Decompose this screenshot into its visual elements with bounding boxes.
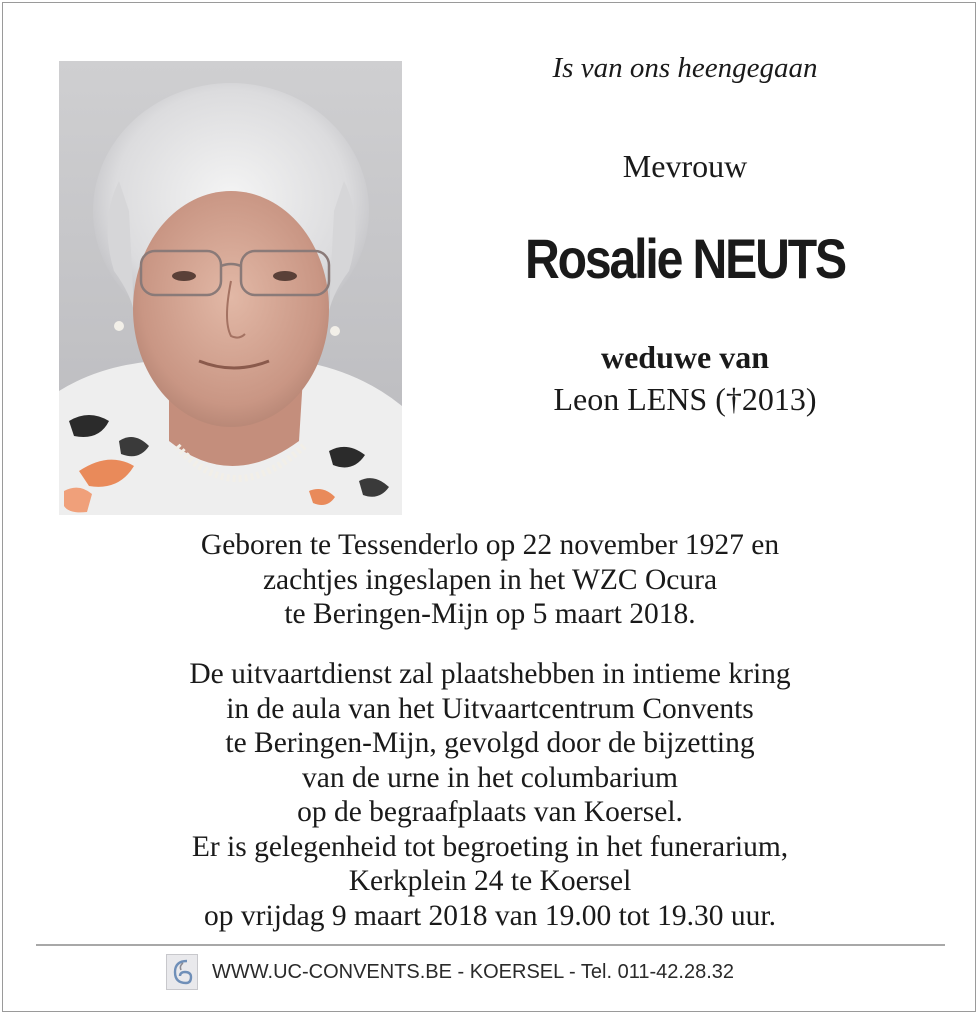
funeral-line: op de begraafplaats van Koersel. bbox=[297, 796, 683, 828]
widow-block bbox=[420, 336, 950, 420]
footer-contact: WWW.UC-CONVENTS.BE - KOERSEL - Tel. 011-42.28.32 bbox=[212, 960, 734, 983]
funeral-line: van de urne in het columbarium bbox=[301, 761, 678, 794]
funeral-line: op vrijdag 9 maart 2018 van 19.00 tot 19.30 uur. bbox=[204, 899, 776, 932]
funeral-paragraph bbox=[40, 657, 940, 933]
funeral-home-logo-icon bbox=[166, 954, 198, 990]
funeral-line: De uitvaartdienst zal plaatshebben in intieme kring bbox=[189, 658, 791, 690]
funeral-line: in de aula van het Uitvaartcentrum Convents bbox=[226, 692, 754, 725]
intro-text: Is van ons heengegaan bbox=[552, 52, 818, 84]
birth-paragraph bbox=[40, 528, 940, 632]
birth-line: te Beringen-Mijn op 5 maart 2018. bbox=[284, 598, 696, 630]
honorific-title: Mevrouw bbox=[622, 148, 748, 184]
footer-divider bbox=[36, 944, 945, 946]
deceased-name: Rosalie NEUTS bbox=[525, 227, 845, 290]
birth-line: zachtjes ingeslapen in het WZC Ocura bbox=[262, 563, 718, 596]
funeral-line: te Beringen-Mijn, gevolgd door de bijzetting bbox=[225, 727, 755, 759]
birth-line: Geboren te Tessenderlo op 22 november 1927 en bbox=[200, 529, 780, 561]
footer bbox=[166, 954, 734, 990]
widow-label: weduwe van bbox=[600, 339, 769, 375]
spouse-name: Leon LENS (†2013) bbox=[553, 381, 817, 417]
portrait-photo bbox=[59, 61, 402, 515]
funeral-line: Kerkplein 24 te Koersel bbox=[348, 865, 632, 897]
funeral-line: Er is gelegenheid tot begroeting in het funerarium, bbox=[191, 830, 789, 863]
